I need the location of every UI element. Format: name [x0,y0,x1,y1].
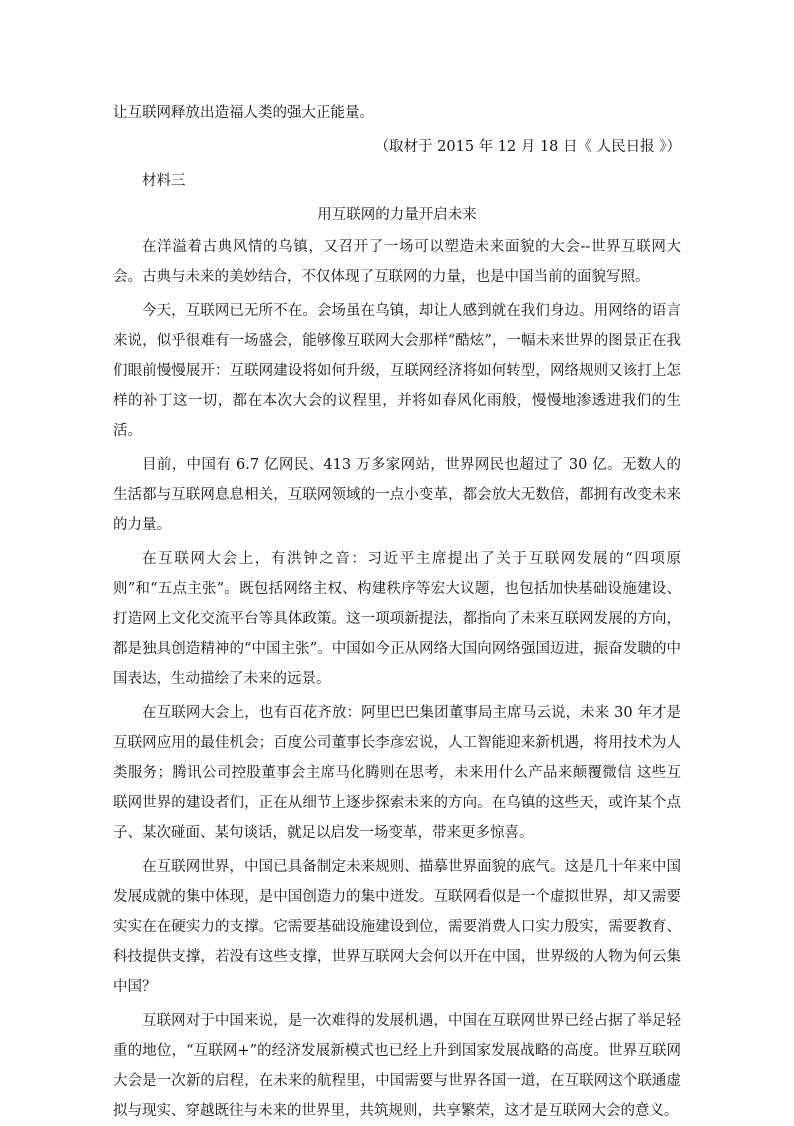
intro-line: 让互联网释放出造福人类的强大正能量。 [113,105,374,121]
paragraph: 在互联网大会上，有洪钟之音：习近平主席提出了关于互联网发展的“四项原则”和“五点主张”。既包括网络主权、构建秩序等宏大议题，也包括加快基础设施建设、打造网上文化交流平台等具体政策。这一项项新提法，都指向了未来互联网发展的方向，都是独具创造精神的“中国主张”。中国如今正从网络大国向网络强国迈进，振奋发聩的中国表达，生动描绘了未来的远景。 [113,551,681,687]
paragraph: 在洋溢着古典风情的乌镇，又召开了一场可以塑造未来面貌的大会--世界互联网大会。古典与未来的美妙结合，不仅体现了互联网的力量，也是中国当前的面貌写照。 [113,239,681,285]
paragraph: 在互联网大会上，也有百花齐放：阿里巴巴集团董事局主席马云说，未来 30 年才是互联网应用的最佳机会；百度公司董事长李彦宏说，人工智能迎来新机遇，将用技术为人类服务；腾讯公司控股董事会主席马化腾则在思考，未来用什么产品来颠覆微信 这些互联网世界的建设者们，正在从细节上逐步探索未来的方向。在乌镇的这些天，或许某个点子、某次碰面、某句谈话，就足以启发一场变革，带来更多惊喜。 [113,705,681,841]
source-citation: （取材于 2015 年 12 月 18 日《 人民日报 》） [374,139,681,155]
paragraph: 互联网对于中国来说，是一次难得的发展机遇，中国在互联网世界已经占据了举足轻重的地位，“互联网+”的经济发展新模式也已经上升到国家发展战略的高度。世界互联网大会是一次新的启程，在未来的航程里，中国需要与世界各国一道，在互联网这个联通虚拟与现实、穿越既往与未来的世界里，共筑规则，共享繁荣，这才是互联网大会的意义。 [113,1013,681,1119]
article-title: 用互联网的力量开启未来 [317,207,477,223]
paragraph: 在互联网世界，中国已具备制定未来规则、描摹世界面貌的底气。这是几十年来中国发展成就的集中体现，是中国创造力的集中迸发。互联网看似是一个虚拟世界，却又需要实实在在硬实力的支撑。它需要基础设施建设到位，需要消费人口实力殷实，需要教育、科技提供支撑，若没有这些支撑，世界互联网大会何以开在中国，世界级的人物为何云集中国？ [113,859,681,995]
section-label: 材料三 [142,173,186,189]
paragraph: 今天，互联网已无所不在。会场虽在乌镇，却让人感到就在我们身边。用网络的语言来说，似乎很难有一场盛会，能够像互联网大会那样“酷炫”，一幅未来世界的图景正在我们眼前慢慢展开：互联网建设将如何升级，互联网经济将如何转型，网络规则又该打上怎样的补丁这一切，都在本次大会的议程里，并将如春风化雨般，慢慢地渗透进我们的生活。 [113,303,681,439]
paragraph: 目前，中国有 6.7 亿网民、413 万多家网站，世界网民也超过了 30 亿。无数人的生活都与互联网息息相关，互联网领域的一点小变革，都会放大无数倍，都拥有改变未来的力量。 [113,457,681,533]
